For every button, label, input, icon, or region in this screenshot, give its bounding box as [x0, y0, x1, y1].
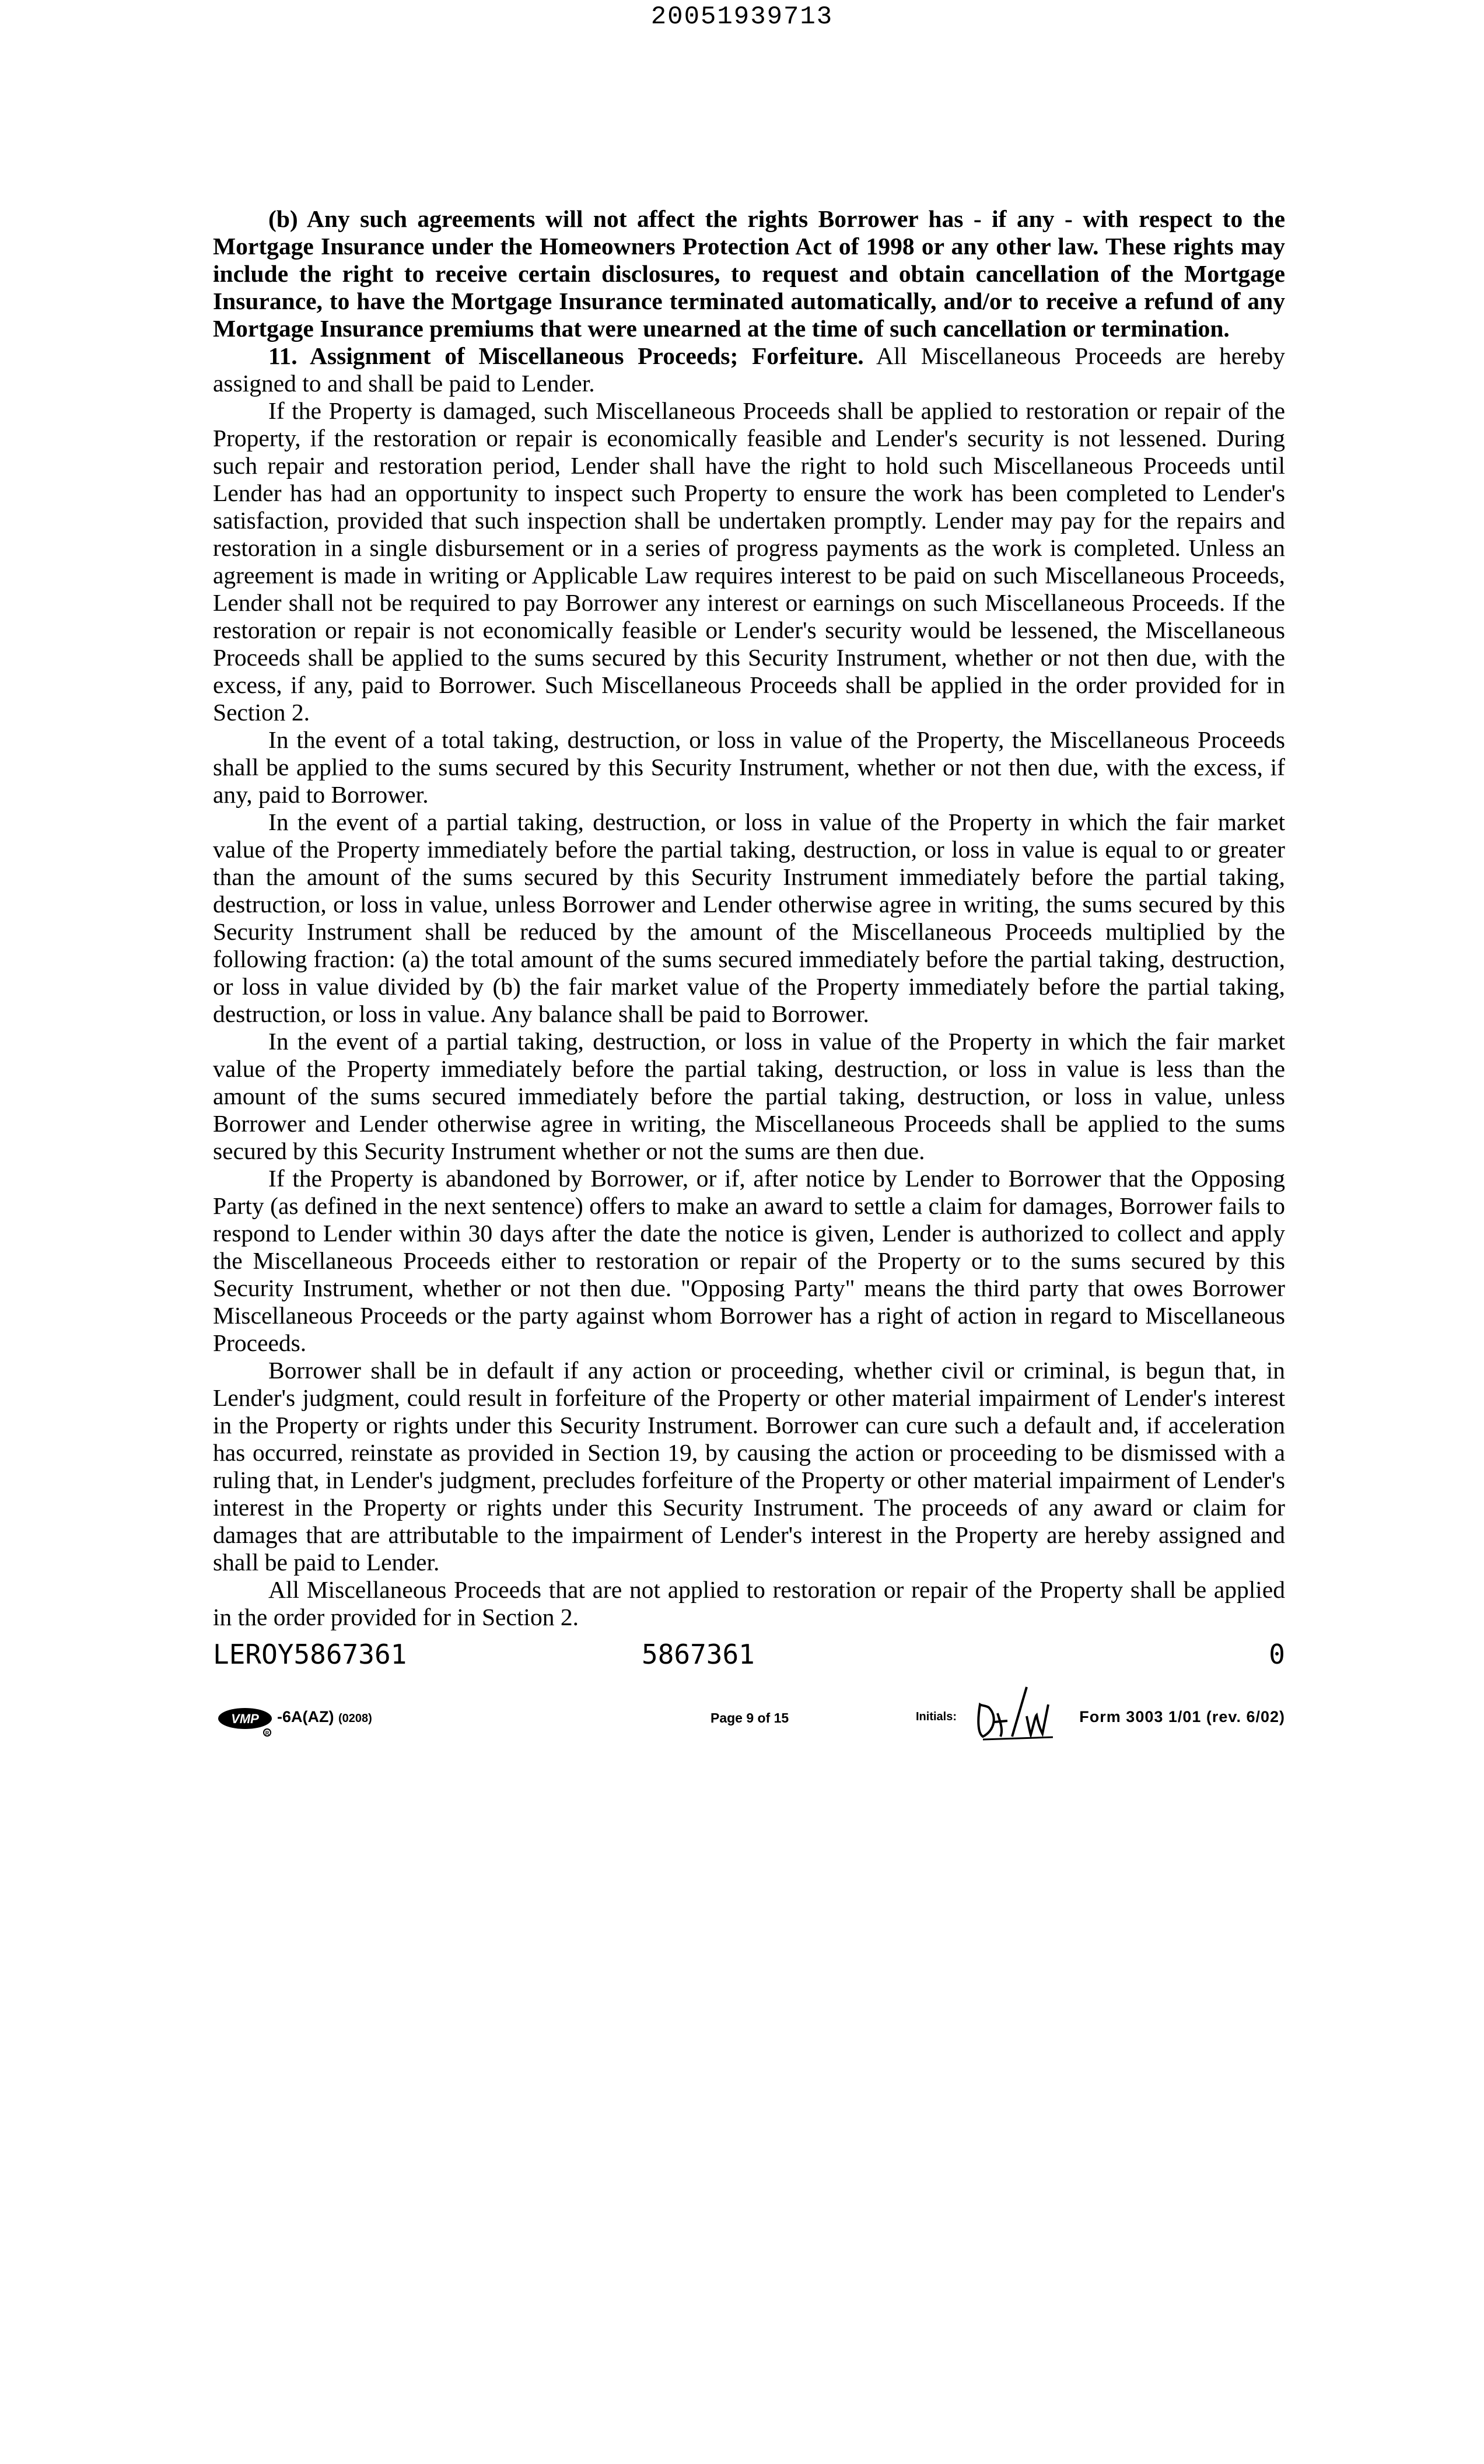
form-number: Form 3003 1/01 (rev. 6/02)	[1079, 1708, 1285, 1726]
paragraph-mortgage-insurance-rights: (b) Any such agreements will not affect the rights Borrower has - if any - with respect to the Mortgage Insurance under the Homeowners Protection Act of 1998 or any other law. These rights may include the right to receive certain disclosures, to request and obtain cancellation of the Mortgage Insurance, to have the Mortgage Insurance terminated automatically, and/or to receive a refund of any Mortgage Insurance premiums that were unearned at the time of such cancellation or termination.	[213, 205, 1285, 342]
paragraph-property-abandoned: If the Property is abandoned by Borrower, or if, after notice by Lender to Borrower that the Opposing Party (as defined in the next sentence) offers to make an award to settle a claim for damages, Borrower fails to respond to Lender within 30 days after the date the notice is given, Lender is authorized to collect and apply the Miscellaneous Proceeds either to restoration or repair of the Property or to the sums secured by this Security Instrument, whether or not then due. "Opposing Party" means the third party that owes Borrower Miscellaneous Proceeds or the party against whom Borrower has a right of action in regard to Miscellaneous Proceeds.	[213, 1165, 1285, 1356]
recording-number: 20051939713	[650, 2, 834, 32]
loan-id-row	[213, 1638, 1285, 1671]
form-code-main: -6A(AZ)	[277, 1708, 334, 1726]
initials-signature-icon	[971, 1681, 1059, 1745]
page-number: Page 9 of 15	[710, 1710, 789, 1726]
svg-text:R: R	[265, 1730, 270, 1736]
paragraph-partial-taking-greater: In the event of a partial taking, destruction, or loss in value of the Property in which the fair market value of the Property immediately before the partial taking, destruction, or loss in value is equal to or greater than the amount of the sums secured by this Security Instrument immediately before the partial taking, destruction, or loss in value, unless Borrower and Lender otherwise agree in writing, the sums secured by this Security Instrument shall be reduced by the amount of the Miscellaneous Proceeds multiplied by the following fraction: (a) the total amount of the sums secured immediately before the partial taking, destruction, or loss in value divided by (b) the fair market value of the Property immediately before the partial taking, destruction, or loss in value. Any balance shall be paid to Borrower.	[213, 808, 1285, 1027]
section-11-title: 11. Assignment of Miscellaneous Proceeds; Forfeiture.	[268, 342, 864, 369]
section-11-text: All Miscellaneous Proceeds are hereby assigned to and shall be paid to Lender.	[213, 342, 1285, 397]
document-body	[213, 205, 1285, 1631]
form-code	[277, 1708, 372, 1726]
form-code-suffix: (0208)	[338, 1712, 372, 1725]
section-11-paragraph	[213, 342, 1285, 397]
borrower-loan-id: LEROY5867361	[213, 1639, 407, 1670]
paragraph-borrower-default: Borrower shall be in default if any action or proceeding, whether civil or criminal, is begun that, in Lender's judgment, could result in forfeiture of the Property or other material impairment of Lender's interest in the Property or rights under this Security Instrument. Borrower can cure such a default and, if acceleration has occurred, reinstate as provided in Section 19, by causing the action or proceeding to be dismissed with a ruling that, in Lender's judgment, precludes forfeiture of the Property or other material impairment of Lender's interest in the Property or rights under this Security Instrument. The proceeds of any award or claim for damages that are attributable to the impairment of Lender's interest in the Property are hereby assigned and shall be paid to Lender.	[213, 1357, 1285, 1576]
initials-label: Initials:	[916, 1710, 957, 1723]
paragraph-property-damaged: If the Property is damaged, such Miscellaneous Proceeds shall be applied to restoration or repair of the Property, if the restoration or repair is economically feasible and Lender's security is not lessened. During such repair and restoration period, Lender shall have the right to hold such Miscellaneous Proceeds until Lender has had an opportunity to inspect such Property to ensure the work has been completed to Lender's satisfaction, provided that such inspection shall be undertaken promptly. Lender may pay for the repairs and restoration in a single disbursement or in a series of progress payments as the work is completed. Unless an agreement is made in writing or Applicable Law requires interest to be paid on such Miscellaneous Proceeds, Lender shall not be required to pay Borrower any interest or earnings on such Miscellaneous Proceeds. If the restoration or repair is not economically feasible or Lender's security would be lessened, the Miscellaneous Proceeds shall be applied to the sums secured by this Security Instrument, whether or not then due, with the excess, if any, paid to Borrower. Such Miscellaneous Proceeds shall be applied in the order provided for in Section 2.	[213, 397, 1285, 726]
paragraph-total-taking: In the event of a total taking, destruction, or loss in value of the Property, the Miscellaneous Proceeds shall be applied to the sums secured by this Security Instrument, whether or not then due, with the excess, if any, paid to Borrower.	[213, 726, 1285, 808]
page-footer	[213, 1692, 1285, 1762]
paragraph-partial-taking-less: In the event of a partial taking, destruction, or loss in value of the Property in which the fair market value of the Property immediately before the partial taking, destruction, or loss in value is less than the amount of the sums secured immediately before the partial taking, destruction, or loss in value, unless Borrower and Lender otherwise agree in writing, the Miscellaneous Proceeds shall be applied to the sums secured by this Security Instrument whether or not the sums are then due.	[213, 1028, 1285, 1164]
loan-number: 5867361	[642, 1639, 755, 1670]
vmp-logo-icon	[216, 1703, 280, 1737]
loan-suffix: 0	[1269, 1639, 1285, 1670]
paragraph-all-proceeds: All Miscellaneous Proceeds that are not applied to restoration or repair of the Property shall be applied in the order provided for in Section 2.	[213, 1576, 1285, 1630]
vmp-logo-text: VMP	[231, 1712, 259, 1726]
